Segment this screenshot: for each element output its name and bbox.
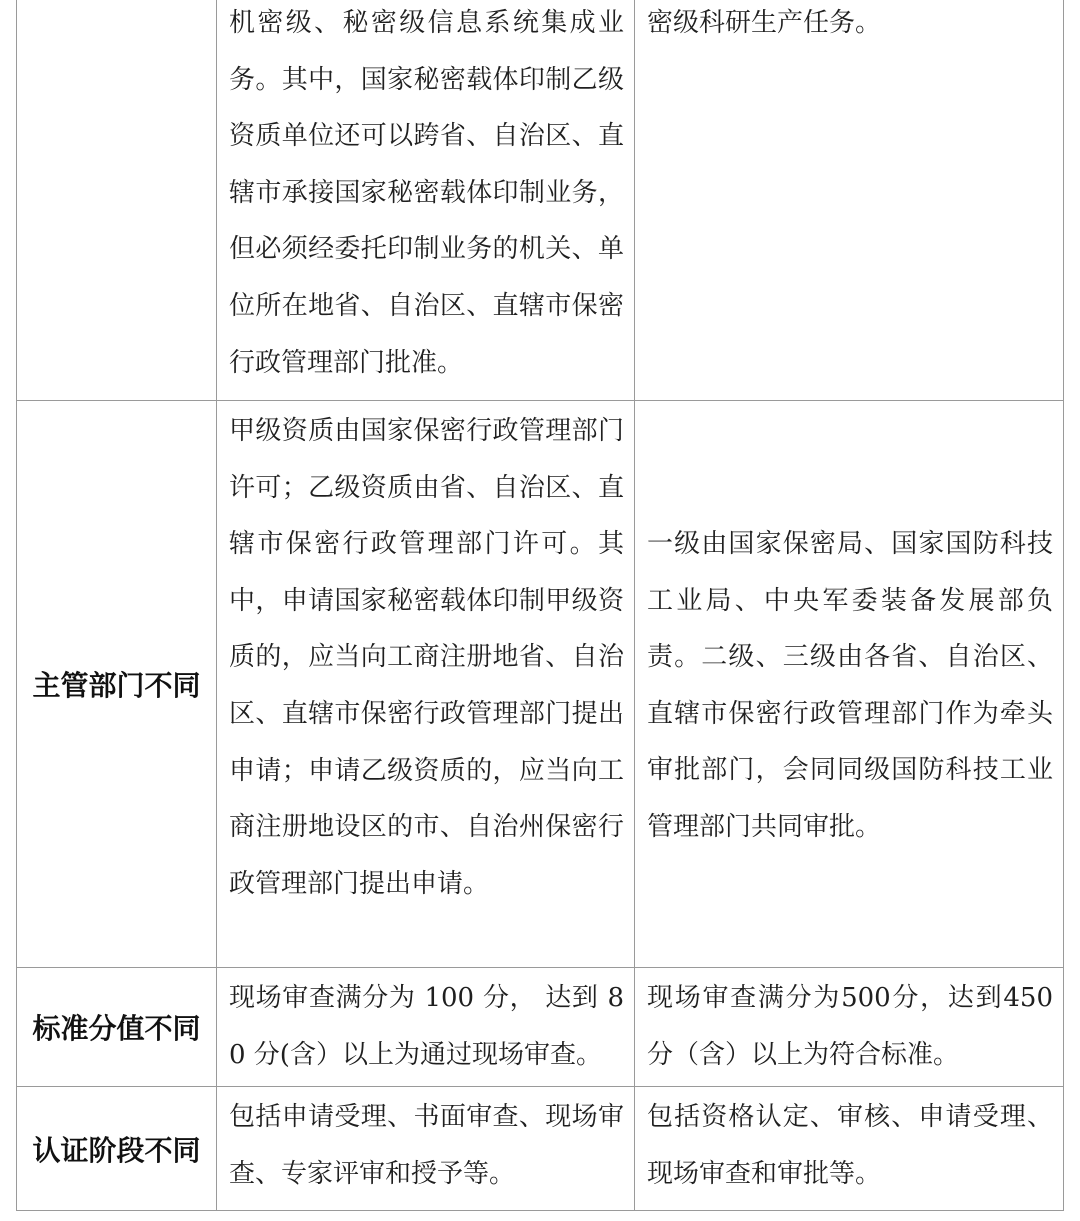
table-row <box>17 1087 1064 1211</box>
scoring-left-cell <box>217 968 635 1087</box>
comparison-table <box>16 0 1064 1211</box>
cell-text: 包括申请受理、书面审查、现场审查、专家评审和授予等。 <box>229 1102 624 1189</box>
row-continuation-right-cell <box>635 0 1064 401</box>
row-header-authority: 主管部门不同 <box>17 401 217 968</box>
cell-text: 现场审查满分为500分，达到450分（含）以上为符合标准。 <box>647 983 1053 1070</box>
table-row <box>17 0 1064 401</box>
cell-text: 机密级、秘密级信息系统集成业务。其中，国家秘密载体印制乙级资质单位还可以跨省、自治区、直辖市承接国家秘密载体印制业务，但必须经委托印制业务的机关、单位所在地省、自治区、直辖市保密行政管理部门批准。 <box>229 8 624 378</box>
table-row <box>17 968 1064 1087</box>
cell-text: 密级科研生产任务。 <box>647 8 882 38</box>
authority-right-cell <box>635 401 1064 968</box>
row-header-empty <box>17 0 217 401</box>
stages-right-cell <box>635 1087 1064 1211</box>
row-header-scoring: 标准分值不同 <box>17 968 217 1087</box>
cell-text: 包括资格认定、审核、申请受理、现场审查和审批等。 <box>647 1102 1053 1189</box>
cell-text: 一级由国家保密局、国家国防科技工业局、中央军委装备发展部负责。二级、三级由各省、自治区、直辖市保密行政管理部门作为牵头审批部门，会同同级国防科技工业管理部门共同审批。 <box>647 529 1053 842</box>
row-continuation-left-cell <box>217 0 635 401</box>
cell-text: 现场审查满分为 100 分， 达到 80 分(含）以上为通过现场审查。 <box>229 983 624 1070</box>
table-row <box>17 401 1064 968</box>
scoring-right-cell <box>635 968 1064 1087</box>
cell-text: 甲级资质由国家保密行政管理部门许可；乙级资质由省、自治区、直辖市保密行政管理部门许可。其中，申请国家秘密载体印制甲级资质的，应当向工商注册地省、自治区、直辖市保密行政管理部门提出申请；申请乙级资质的，应当向工商注册地设区的市、自治州保密行政管理部门提出申请。 <box>229 416 624 899</box>
stages-left-cell <box>217 1087 635 1211</box>
authority-left-cell <box>217 401 635 968</box>
row-header-stages: 认证阶段不同 <box>17 1087 217 1211</box>
